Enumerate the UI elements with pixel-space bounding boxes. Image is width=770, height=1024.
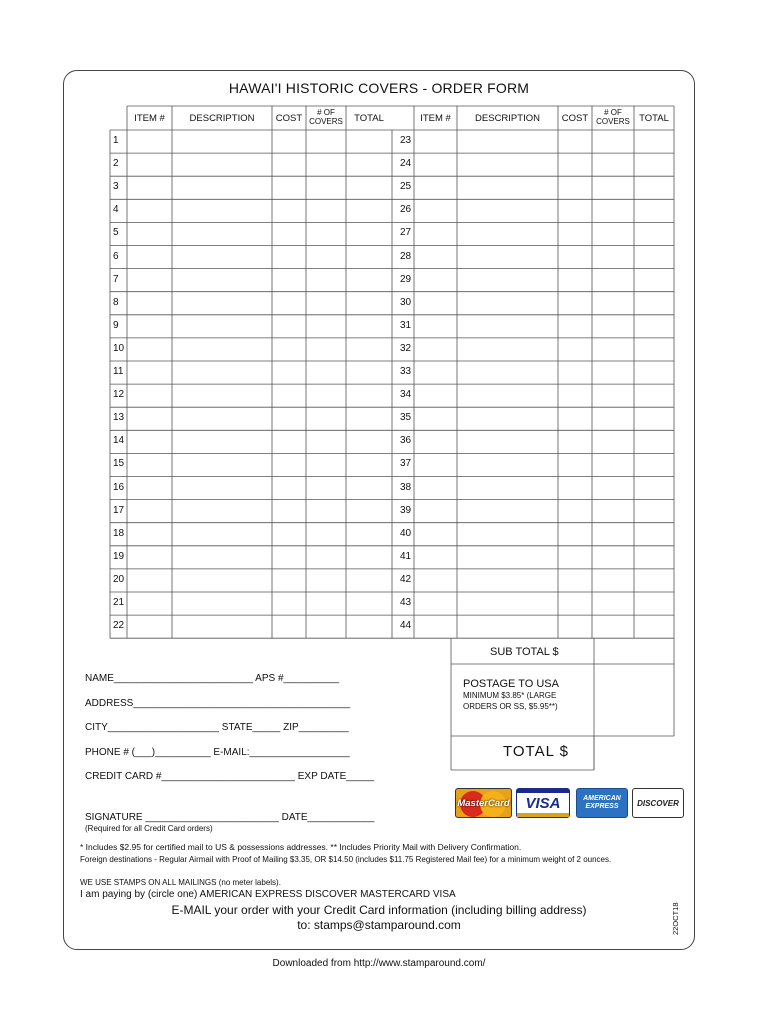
postage-label: POSTAGE TO USA — [463, 678, 559, 690]
date-code: 22OCT18 — [671, 902, 680, 935]
payment-method-line: I am paying by (circle one) AMERICAN EXPRESS DISCOVER MASTERCARD VISA — [80, 889, 456, 900]
row-number-right: 33 — [400, 366, 412, 377]
row-number-right: 31 — [400, 319, 412, 331]
header-item-left: ITEM # — [134, 113, 165, 124]
row-number-right: 36 — [400, 435, 412, 447]
row-number-left: 5 — [113, 227, 119, 239]
total-label: TOTAL $ — [503, 743, 569, 760]
row-number-right: 39 — [400, 504, 412, 516]
row-number-left: 3 — [113, 181, 119, 193]
row-number-left: 11 — [113, 366, 124, 377]
row-number-right: 44 — [400, 620, 412, 632]
form-title: HAWAI'I HISTORIC COVERS - ORDER FORM — [228, 80, 530, 96]
phone-email-field[interactable]: PHONE # (___)__________ E-MAIL:__________________ — [85, 747, 350, 758]
signature-note: (Required for all Credit Card orders) — [85, 824, 213, 833]
row-number-left: 14 — [113, 435, 125, 447]
row-number-right: 27 — [400, 227, 412, 239]
row-number-right: 24 — [400, 158, 412, 170]
header-covers-left: # OF COVERS — [309, 108, 343, 126]
row-number-left: 2 — [113, 158, 119, 170]
signature-field[interactable]: SIGNATURE ________________________ DATE____________ — [85, 812, 375, 823]
postage-note-2: ORDERS OR SS, $5.95**) — [463, 702, 558, 711]
header-description-right: DESCRIPTION — [475, 113, 540, 124]
discover-logo: DISCOVER — [632, 788, 684, 818]
row-number-left: 16 — [113, 481, 125, 493]
row-number-right: 43 — [400, 597, 412, 608]
row-number-left: 20 — [113, 573, 125, 585]
row-number-right: 37 — [400, 458, 412, 470]
shipping-note-1: * Includes $2.95 for certified mail to US & possessions addresses. ** Includes Priority Mail with Delivery Confirmation. — [80, 842, 522, 852]
visa-logo: VISA — [516, 788, 570, 818]
row-number-left: 13 — [113, 412, 125, 424]
row-number-right: 40 — [400, 527, 412, 539]
row-number-right: 42 — [400, 573, 412, 585]
download-footer[interactable]: Downloaded from http://www.stamparound.com/ — [272, 958, 486, 969]
row-number-left: 21 — [113, 597, 125, 608]
row-number-right: 28 — [400, 250, 412, 262]
row-number-left: 12 — [113, 389, 125, 401]
name-field[interactable]: NAME_________________________ APS #__________ — [85, 673, 340, 684]
subtotal-label: SUB TOTAL $ — [490, 646, 559, 658]
postage-note-1: MINIMUM $3.85* (LARGE — [463, 691, 557, 700]
row-number-left: 10 — [113, 342, 125, 354]
row-number-left: 18 — [113, 527, 125, 539]
header-cost-left: COST — [275, 113, 303, 124]
row-number-right: 34 — [400, 389, 412, 401]
row-number-left: 4 — [113, 204, 119, 216]
row-number-left: 15 — [113, 458, 125, 470]
row-number-left: 17 — [113, 504, 125, 516]
row-number-right: 23 — [400, 135, 412, 146]
stamps-note: WE USE STAMPS ON ALL MAILINGS (no meter labels). — [80, 878, 281, 887]
row-number-right: 41 — [400, 550, 412, 562]
row-number-right: 30 — [400, 296, 412, 308]
email-instruction: E-MAIL your order with your Credit Card information (including billing address) — [171, 903, 587, 917]
row-number-right: 32 — [400, 342, 412, 354]
row-number-left: 9 — [113, 319, 119, 331]
credit-card-field[interactable]: CREDIT CARD #________________________ EXP DATE_____ — [85, 771, 375, 782]
city-state-zip-field[interactable]: CITY____________________ STATE_____ ZIP_________ — [85, 722, 349, 733]
row-number-left: 1 — [113, 135, 119, 146]
mastercard-logo: MasterCard — [455, 788, 512, 818]
row-number-right: 35 — [400, 412, 412, 424]
row-number-left: 7 — [113, 273, 119, 285]
email-address[interactable]: to: stamps@stamparound.com — [297, 918, 461, 932]
header-covers-right: # OF COVERS — [596, 108, 630, 126]
header-total-right: TOTAL — [639, 113, 669, 124]
row-number-right: 26 — [400, 204, 412, 216]
row-number-right: 29 — [400, 273, 412, 285]
header-total-left: TOTAL — [354, 113, 384, 124]
row-number-left: 6 — [113, 250, 119, 262]
header-cost-right: COST — [561, 113, 589, 124]
header-description-left: DESCRIPTION — [189, 113, 255, 124]
address-field[interactable]: ADDRESS_______________________________________ — [85, 698, 351, 709]
shipping-note-2: Foreign destinations - Regular Airmail with Proof of Mailing $3.35, OR $14.50 (includes $11.75 Registered Mail fee) for a minimum weight of 2 ounces. — [80, 855, 612, 864]
header-item-right: ITEM # — [420, 113, 451, 124]
row-number-right: 38 — [400, 481, 412, 493]
amex-logo: AMERICAN EXPRESS — [576, 788, 628, 818]
row-number-left: 8 — [113, 296, 119, 308]
row-number-right: 25 — [400, 181, 412, 193]
row-number-left: 22 — [113, 620, 125, 632]
row-number-left: 19 — [113, 550, 125, 562]
